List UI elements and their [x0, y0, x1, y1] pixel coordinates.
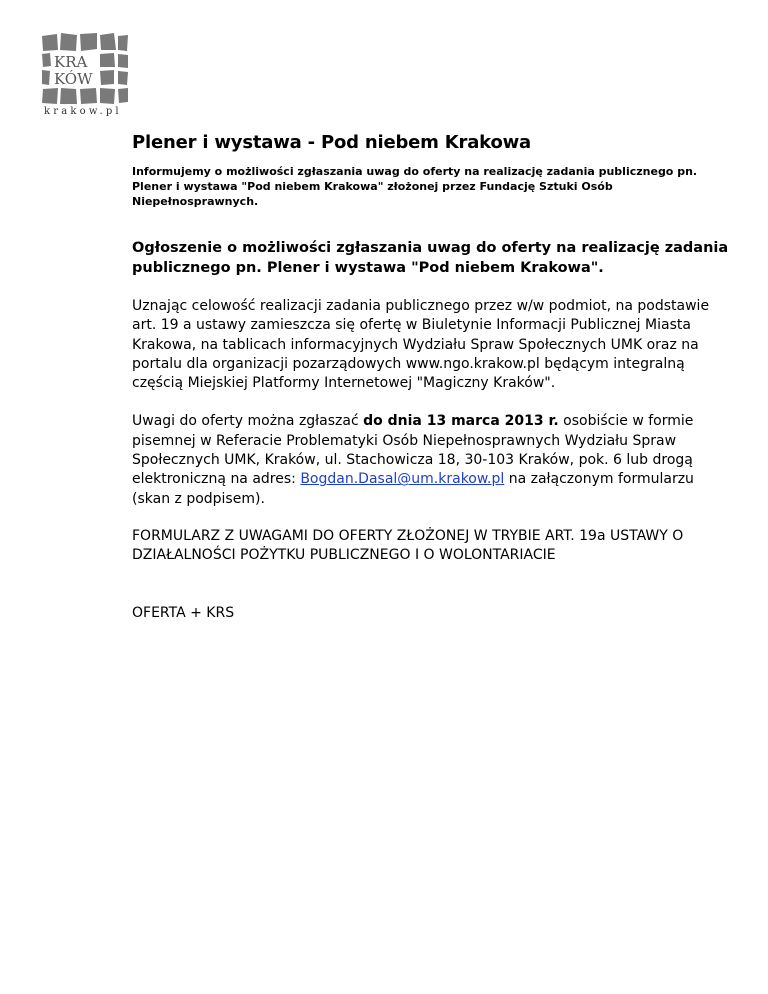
- offer-krs-link[interactable]: OFERTA + KRS: [132, 604, 235, 621]
- email-link[interactable]: Bogdan.Dasal@um.krakow.pl: [300, 471, 505, 488]
- intro-text: Informujemy o możliwości zgłaszania uwag do oferty na realizację zadania publicznego pn. Plener i wystawa "Pod niebem Krakowa" złożonej przez Fundację Sztuki Osób Niepełnosprawnych.: [132, 165, 698, 208]
- submission-text-start: Uwagi do oferty można zgłaszać: [132, 413, 364, 430]
- main-content: [132, 128, 732, 623]
- logo-caption: krakow.pl: [44, 106, 122, 117]
- form-link[interactable]: FORMULARZ Z UWAGAMI DO OFERTY ZŁOŻONEJ W TRYBIE ART. 19a USTAWY O DZIAŁALNOŚCI POŻYTKU PUBLICZNEGO I O WOLONTARIACIE: [132, 527, 684, 564]
- submission-text-end: na załączonym formularzu (skan z podpisem).: [132, 471, 694, 507]
- paragraph-offer-publication: Uznając celowość realizacji zadania publicznego przez w/w podmiot, na podstawie art. 19 a ustawy zamieszcza się ofertę w Biuletynie Informacji Publicznej Miasta Krakowa, na tablicach informacyjnych Wydziału Spraw Społecznych UMK oraz na portalu dla organizacji pozarządowych www.ngo.krakow.pl będącym integralną częścią Miejskiej Platformy Internetowej "Magiczny Kraków".: [132, 298, 710, 392]
- page-title: Plener i wystawa - Pod niebem Krakowa: [132, 132, 531, 153]
- krakow-logo-mark: [40, 30, 130, 106]
- svg-text:KRA: KRA: [54, 53, 88, 71]
- svg-text:KÓW: KÓW: [54, 70, 93, 88]
- announcement-heading: Ogłoszenie o możliwości zgłaszania uwag do oferty na realizację zadania publicznego pn. Plener i wystawa "Pod niebem Krakowa".: [132, 240, 729, 276]
- deadline-text: do dnia 13 marca 2013 r.: [363, 413, 559, 430]
- paragraph-submission-info: [132, 412, 732, 508]
- submission-text-middle: osobiście w formie pisemnej w Referacie Problematyki Osób Niepełnosprawnych Wydziału Spraw Społecznych UMK, Kraków, ul. Stachowicza 18, 30-103 Kraków, pok. 6 lub drogą elektroniczną na adres:: [132, 413, 694, 488]
